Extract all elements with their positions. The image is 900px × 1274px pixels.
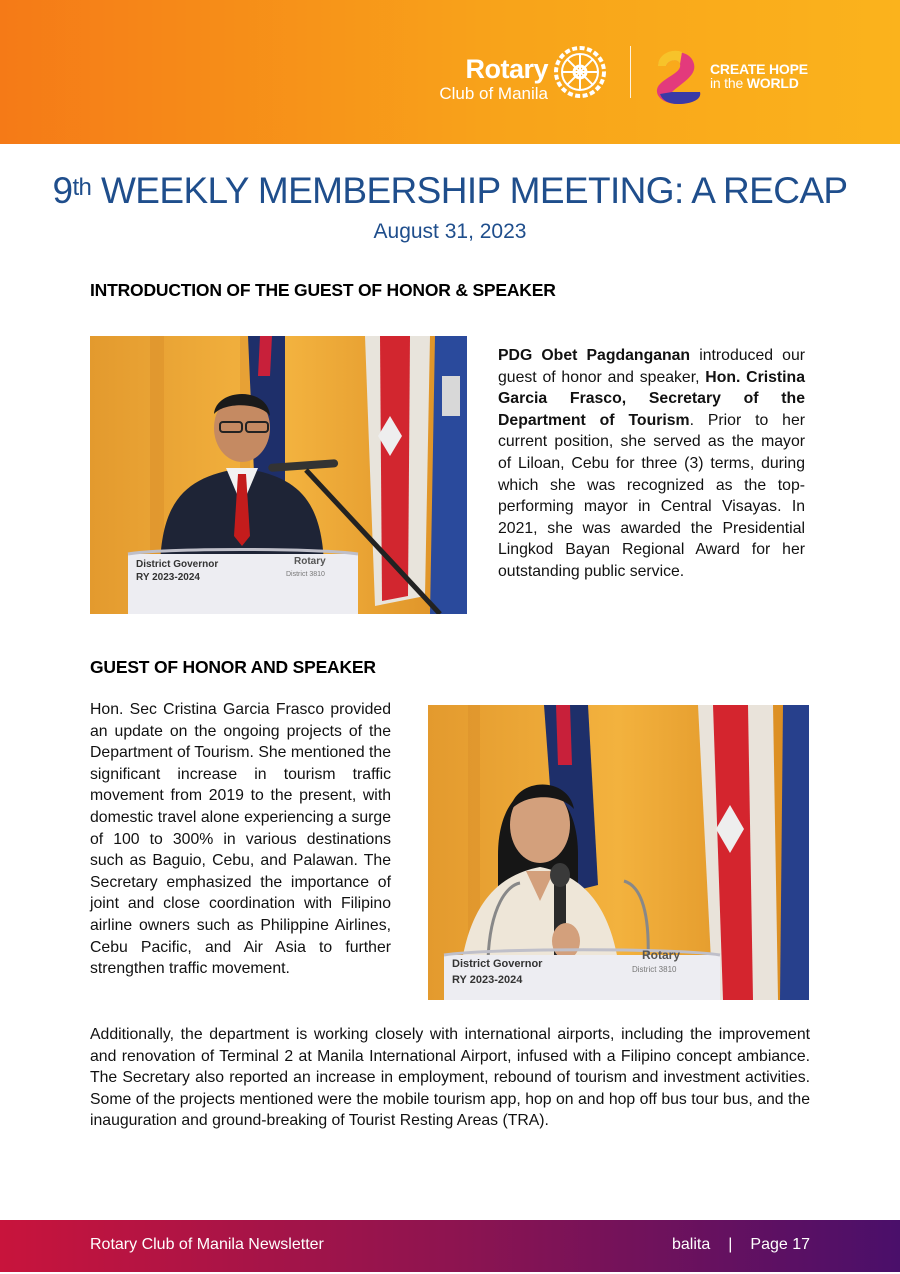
section-heading-introduction: INTRODUCTION OF THE GUEST OF HONOR & SPEAKER <box>90 280 556 300</box>
tagline <box>710 62 808 90</box>
footer-bar <box>0 1220 900 1272</box>
photo-pdg-speaking <box>90 336 467 614</box>
intro-bold-1: PDG Obet Pagdanganan <box>498 347 691 364</box>
lectern-district: District 3810 <box>286 571 325 578</box>
lectern-label-1: District Governor <box>136 559 219 570</box>
guest-paragraph-side: Hon. Sec Cristina Garcia Frasco provided an update on the ongoing projects of the Department of Tourism. She mentioned the significant increase in tourism traffic movement from 2019 to the present, with domestic travel alone experiencing a surge of 100 to 300% in various destinations such as Baguio, Cebu, and Palawan. The Secretary emphasized the importance of joint and close coordination with Filipino airline owners such as Philippine Airlines, Cebu Pacific, and Air Asia to further strengthen traffic movement. <box>90 701 391 978</box>
title-text: WEEKLY MEMBERSHIP MEETING: A RECAP <box>91 170 848 211</box>
rotary-club-name: Club of Manila <box>439 84 548 103</box>
intro-text-2: . Prior to her current position, she served as the mayor of Liloan, Cebu for three (3) terms, during which she was recognized as the top-performing mayor in Central Visayas. In 2021, she was awarded the Presidential Lingkod Bayan Regional Award for her outstanding public service. <box>498 411 806 580</box>
intro-paragraph <box>498 345 805 583</box>
header-banner <box>0 0 900 144</box>
footer-separator: | <box>728 1236 733 1253</box>
create-hope-logo-icon <box>650 44 708 106</box>
logo-divider <box>630 46 631 98</box>
lectern-district: District 3810 <box>632 965 677 974</box>
title-ordinal: 9 <box>52 170 73 211</box>
title-ordinal-suffix: th <box>72 174 92 201</box>
rotary-wheel-icon <box>552 44 608 100</box>
tagline-world: WORLD <box>746 75 799 91</box>
lectern-label-2: RY 2023-2024 <box>452 974 523 986</box>
lectern-brand: Rotary <box>294 556 326 567</box>
footer-publication: balita <box>671 1236 711 1253</box>
intro-bold-2: Hon. Cristina Garcia Frasco, Secretary of the Department of Tourism <box>498 368 805 429</box>
footer-right <box>672 1236 810 1254</box>
tagline-in-the: in the <box>710 75 744 91</box>
photo-secretary-speaking <box>428 705 809 1000</box>
rotary-logo-text <box>428 54 548 104</box>
rotary-name: Rotary <box>465 54 548 84</box>
lectern-label-1: District Governor <box>452 958 543 970</box>
footer-newsletter-name: Rotary Club of Manila Newsletter <box>90 1236 324 1253</box>
tagline-line1: CREATE HOPE <box>710 61 808 77</box>
section-heading-guest: GUEST OF HONOR AND SPEAKER <box>90 657 376 677</box>
lectern-brand: Rotary <box>642 948 681 962</box>
lectern-label-2: RY 2023-2024 <box>136 572 200 583</box>
guest-paragraph-full: Additionally, the department is working closely with international airports, including the improvement and renovation of Terminal 2 at Manila International Airport, infused with a Filipino concept ambiance. The Secretary also reported an increase in employment, rebound of tourism and investment activities. Some of the projects mentioned were the mobile tourism app, hop on and hop off bus tour bus, and the inauguration and ground-breaking of Tourist Resting Areas (TRA). <box>90 1026 810 1130</box>
meeting-date: August 31, 2023 <box>373 220 527 243</box>
intro-text-1: introduced our guest of honor and speaker, <box>498 347 805 386</box>
page-title <box>0 166 900 213</box>
footer-page-number: Page 17 <box>750 1236 810 1253</box>
